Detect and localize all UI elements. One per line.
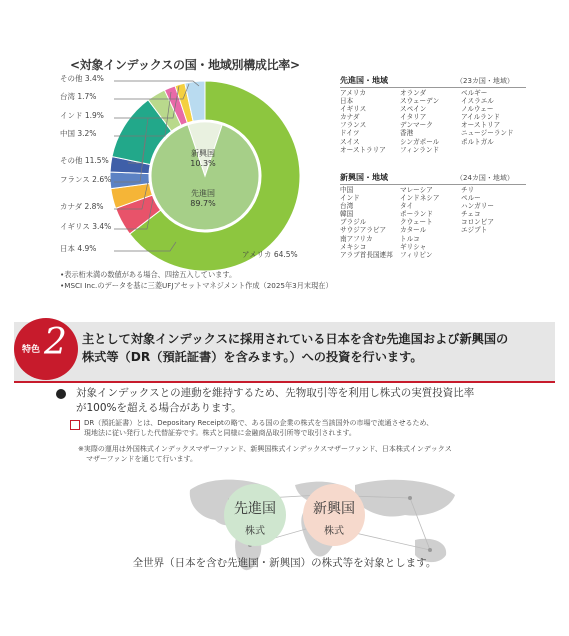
country-name: ペルー — [461, 194, 481, 203]
country-name: ハンガリー — [461, 202, 494, 211]
country-name: タイ — [400, 202, 414, 211]
map-caption: 全世界（日本を含む先進国・新興国）の株式等を対象とします。 — [132, 557, 437, 569]
country-name: 韓国 — [340, 210, 354, 219]
developed-column — [340, 89, 386, 154]
country-name: デンマーク — [400, 121, 433, 130]
developed-column — [461, 89, 514, 146]
note-source: •MSCI Inc.のデータを基に三菱UFJアセットマネジメント作成（2025年3月末現在） — [60, 281, 333, 290]
country-name: チリ — [461, 186, 475, 194]
label-france: フランス 2.6% — [60, 175, 112, 184]
country-name: イギリス — [340, 105, 367, 114]
country-name: メキシコ — [340, 242, 367, 251]
chart-title: <対象インデックスの国・地域別構成比率> — [70, 58, 300, 72]
country-name: フィリピン — [400, 250, 433, 259]
country-name: 南アフリカ — [340, 234, 373, 243]
country-name: イスラエル — [461, 97, 494, 106]
country-name: ドイツ — [340, 129, 360, 138]
glossary-icon — [70, 420, 80, 430]
label-uk: イギリス 3.4% — [60, 222, 112, 231]
country-name: スウェーデン — [400, 97, 440, 106]
emerging-divider — [340, 184, 526, 185]
country-name: シンガポール — [400, 137, 440, 146]
developed-bubble: 先進国 株式 — [224, 484, 286, 546]
country-name: コロンビア — [461, 218, 494, 227]
country-name: インドネシア — [400, 194, 440, 203]
country-name: ベルギー — [461, 89, 488, 97]
country-name: オランダ — [400, 89, 427, 97]
developed-column — [400, 89, 439, 154]
country-name: サウジアラビア — [340, 226, 387, 235]
label-india: インド 1.9% — [60, 111, 104, 120]
country-name: スペイン — [400, 105, 427, 114]
country-name: アラブ首長国連邦 — [340, 250, 393, 259]
label-other-developed: その他 11.5% — [60, 156, 109, 165]
label-japan: 日本 4.9% — [60, 244, 97, 253]
feature-badge-number: 2 — [44, 322, 67, 363]
developed-divider — [340, 87, 526, 88]
inner-label-emerging: 新興国 10.3% — [190, 149, 216, 168]
country-name: オーストラリア — [340, 145, 386, 154]
label-other-emerging: その他 3.4% — [60, 74, 104, 83]
fund-note: ※実際の運用は外国株式インデックスマザーファンド、新興国株式インデックスマザーファンド、日本株式インデックス マザーファンドを通じて行います。 — [78, 445, 452, 463]
label-usa: アメリカ 64.5% — [242, 250, 298, 259]
country-name: 香港 — [400, 129, 414, 138]
country-name: ギリシャ — [400, 242, 427, 251]
country-name: マレーシア — [400, 186, 433, 194]
emerging-count: （24カ国・地域） — [456, 174, 514, 182]
country-name: 台湾 — [340, 202, 354, 211]
country-name: ニュージーランド — [461, 129, 514, 138]
emerging-column — [461, 186, 494, 235]
inner-label-developed: 先進国 89.7% — [190, 189, 216, 208]
country-name: カタール — [400, 226, 427, 235]
country-name: ブラジル — [340, 218, 367, 227]
country-name: フランス — [340, 121, 367, 130]
label-canada: カナダ 2.8% — [60, 202, 104, 211]
country-name: トルコ — [400, 234, 420, 243]
country-name: オーストリア — [461, 121, 501, 130]
country-name: アメリカ — [340, 89, 366, 97]
country-name: スイス — [340, 137, 360, 146]
body-paragraph: 対象インデックスとの連動を維持するため、先物取引等を利用し株式の実質投資比率 が100%を超える場合があります。 — [76, 387, 475, 414]
country-name: 日本 — [340, 97, 354, 106]
country-name: フィンランド — [400, 145, 440, 154]
feature-title: 主として対象インデックスに採用されている日本を含む先進国および新興国の 株式等（DR（預託証書）を含みます。）への投資を行います。 — [82, 332, 509, 364]
developed-count: （23カ国・地域） — [456, 77, 514, 85]
country-name: 中国 — [340, 186, 354, 194]
emerging-heading: 新興国・地域 — [340, 173, 388, 182]
note-rounding: •表示桁未満の数値がある場合、四捨五入しています。 — [60, 270, 237, 279]
country-name: ポーランド — [400, 210, 433, 219]
country-name: クウェート — [400, 218, 433, 227]
country-name: インド — [340, 194, 360, 203]
label-china: 中国 3.2% — [60, 129, 97, 138]
country-name: カナダ — [340, 113, 360, 122]
dr-definition: DR（預託証書）とは、Depositary Receiptの略で、ある国の企業の株式を当該国外の市場で流通させるため、 現地法に従い発行した代替証券です。株式と同様に金融商品取引所等で取引されます。 — [84, 419, 434, 437]
emerging-bubble: 新興国 株式 — [303, 484, 365, 546]
country-name: ノルウェー — [461, 105, 494, 114]
country-name: エジプト — [461, 226, 488, 235]
bullet-icon — [56, 389, 66, 399]
country-name: イタリア — [400, 113, 427, 122]
country-name: アイルランド — [461, 113, 500, 122]
label-taiwan: 台湾 1.7% — [60, 92, 97, 101]
feature-badge-label: 特色 — [22, 345, 41, 355]
country-name: チェコ — [461, 210, 481, 219]
feature-underline — [14, 381, 555, 383]
emerging-column — [340, 186, 393, 259]
country-name: ポルトガル — [461, 137, 494, 146]
developed-heading: 先進国・地域 — [340, 76, 388, 85]
emerging-column — [400, 186, 440, 259]
